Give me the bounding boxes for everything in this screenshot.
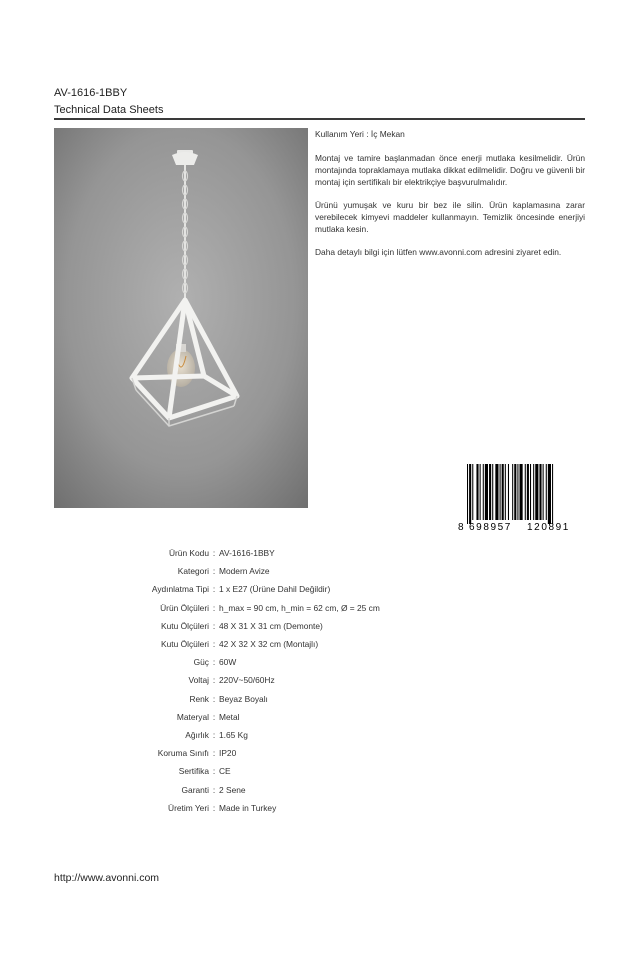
product-description (315, 128, 585, 269)
barcode-bar (485, 464, 488, 520)
spec-row (90, 635, 510, 653)
spec-value: 42 X 32 X 32 cm (Montajlı) (219, 639, 319, 650)
spec-value: 60W (219, 657, 237, 668)
header-divider (54, 118, 585, 120)
spec-row (90, 708, 510, 726)
barcode-bar (546, 464, 547, 520)
barcode-bar (552, 464, 553, 524)
barcode-bar (525, 464, 526, 520)
barcode-bar (527, 464, 529, 520)
spec-row (90, 544, 510, 562)
spec-label: Ürün Ölçüleri (160, 602, 209, 613)
spec-value: 1.65 Kg (219, 729, 248, 740)
spec-label: Ağırlık (185, 729, 209, 740)
spec-label: Sertifika (178, 766, 209, 777)
spec-separator: : (212, 748, 216, 759)
barcode-bar (502, 464, 504, 520)
footer-url: http://www.avonni.com (54, 872, 160, 884)
barcode-bar (467, 464, 468, 524)
barcode-bar (483, 464, 484, 520)
spec-value: AV-1616-1BBY (219, 548, 275, 559)
spec-row (90, 726, 510, 744)
barcode-digit-lead: 8 (458, 522, 464, 532)
cleaning-paragraph: Ürünü yumuşak ve kuru bir bez ile silin. Ürün kaplamasına zarar verebilecek kimyevi maddeler kullanmayın. Temizlik öncesinde enerjiyi mutlaka kesin. (315, 200, 585, 234)
spec-separator: : (212, 784, 216, 795)
spec-label: Aydınlatma Tipi (151, 584, 209, 595)
spec-row (90, 690, 510, 708)
spec-row (90, 562, 510, 580)
barcode-digits-left: 698957 (469, 522, 512, 532)
spec-label: Üretim Yeri (168, 802, 209, 813)
spec-label: Voltaj (188, 675, 209, 686)
spec-label: Materyal (176, 711, 209, 722)
barcode-bar (517, 464, 518, 520)
barcode-bar (495, 464, 498, 520)
spec-label: Kutu Ölçüleri (161, 620, 209, 631)
spec-separator: : (212, 693, 216, 704)
spec-label: Ürün Kodu (168, 548, 209, 559)
barcode-bar (472, 464, 473, 520)
barcode-bar (480, 464, 481, 520)
barcode-bar (505, 464, 506, 520)
document-subtitle: Technical Data Sheets (54, 104, 164, 116)
spec-label: Kutu Ölçüleri (161, 639, 209, 650)
spec-value: h_max = 90 cm, h_min = 62 cm, Ø = 25 cm (219, 602, 380, 613)
barcode-bar (548, 464, 551, 524)
barcode-bar (500, 464, 501, 520)
spec-value: 1 x E27 (Ürüne Dahil Değildir) (219, 584, 331, 595)
barcode-bar (535, 464, 538, 520)
barcode-bar (492, 464, 493, 520)
barcode-bar (543, 464, 544, 520)
barcode-bar (520, 464, 523, 520)
spec-separator: : (212, 620, 216, 631)
spec-value: Modern Avize (219, 566, 270, 577)
spec-separator: : (212, 639, 216, 650)
spec-value: 48 X 31 X 31 cm (Demonte) (219, 620, 323, 631)
more-info-paragraph: Daha detaylı bilgi için lütfen www.avonni.com adresini ziyaret edin. (315, 247, 562, 257)
spec-row (90, 580, 510, 598)
barcode (455, 462, 585, 532)
barcode-bar (533, 464, 534, 520)
spec-row (90, 653, 510, 671)
barcode-digits-right: 120891 (527, 522, 570, 532)
safety-paragraph: Montaj ve tamire başlanmadan önce enerji mutlaka kesilmelidir. Ürün montajında topraklamaya mutlaka dikkat edilmelidir. Doğru ve güvenli bir montaj için sertifikalı bir elektrikçiye başvurulmalıdır. (315, 153, 585, 187)
spec-label: Garanti (181, 784, 209, 795)
spec-value: IP20 (219, 748, 237, 759)
spec-label: Renk (189, 693, 209, 704)
spec-row (90, 780, 510, 798)
spec-separator: : (212, 802, 216, 813)
spec-value: CE (219, 766, 231, 777)
spec-label: Güç (193, 657, 209, 668)
barcode-bar (539, 464, 541, 520)
spec-separator: : (212, 675, 216, 686)
spec-row (90, 799, 510, 817)
spec-separator: : (212, 657, 216, 668)
spec-separator: : (212, 602, 216, 613)
barcode-bar (512, 464, 513, 520)
spec-separator: : (212, 766, 216, 777)
product-code-title: AV-1616-1BBY (54, 87, 128, 99)
spec-value: 2 Sene (219, 784, 246, 795)
spec-row (90, 744, 510, 762)
spec-separator: : (212, 729, 216, 740)
barcode-bar (489, 464, 491, 520)
usage-location: Kullanım Yeri : İç Mekan (315, 129, 405, 139)
barcode-bar (530, 464, 531, 520)
barcode-bar (476, 464, 478, 520)
spec-value: Made in Turkey (219, 802, 277, 813)
spec-label: Kategori (177, 566, 209, 577)
spec-row (90, 617, 510, 635)
product-photo (54, 128, 308, 508)
spec-row (90, 762, 510, 780)
spec-separator: : (212, 584, 216, 595)
spec-value: Metal (219, 711, 240, 722)
spec-separator: : (212, 566, 216, 577)
spec-row (90, 671, 510, 689)
spec-value: 220V~50/60Hz (219, 675, 275, 686)
spec-row (90, 599, 510, 617)
specification-table (90, 544, 510, 817)
barcode-bar (514, 464, 516, 520)
barcode-bar (508, 464, 509, 520)
spec-separator: : (212, 711, 216, 722)
spec-separator: : (212, 548, 216, 559)
barcode-bar (469, 464, 471, 524)
spec-value: Beyaz Boyalı (219, 693, 268, 704)
spec-label: Koruma Sınıfı (157, 748, 209, 759)
